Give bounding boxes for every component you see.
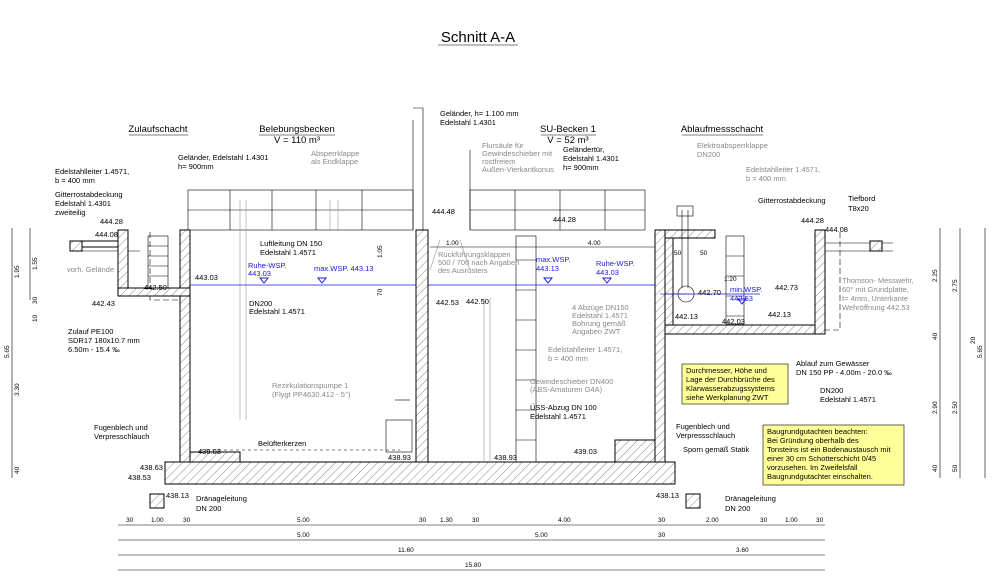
svg-text:40: 40 [14,466,21,474]
railing-label-1: Geländer, Edelstahl 1.4301 [178,153,269,162]
svg-text:442.43: 442.43 [92,299,115,308]
sluice-label-1: Gewindeschieber DN400 [530,377,614,386]
svg-text:70: 70 [377,288,384,296]
joint-left-label-2: Verpresschlauch [94,432,150,441]
ladder-mid-label-1: Edelstahlleiter 1.4571, [548,345,623,354]
svg-text:Baugrundgutachter einschalten.: Baugrundgutachter einschalten. [767,472,873,481]
column-label-2: Gewindeschieber mit [482,149,553,158]
center-railing-label-2: Edelstahl 1.4301 [440,118,496,127]
column-label-4: Außen-Vierkantkonus [482,165,554,174]
svg-text:5.00: 5.00 [297,517,310,524]
valve-label-1: Absperrklappe [311,149,360,158]
svg-text:Dränageleitung: Dränageleitung [196,494,247,503]
railing-right [470,190,645,230]
max-wsp-label-a: max.WSP. 443.13 [314,264,374,273]
heading-belebung-volume: V = 110 m³ [273,135,321,146]
heading-zulauf: Zulaufschacht [128,124,188,135]
dn200-left-label-1: DN200 [249,299,273,308]
svg-text:30: 30 [658,532,666,539]
svg-text:438.13: 438.13 [656,491,679,500]
bottom-dims [118,517,825,570]
return-flap-label-1: Rückführungsklappen [438,250,511,259]
svg-text:444.28: 444.28 [553,215,576,224]
grating-left-label-2: Edelstahl 1.4301 [55,199,111,208]
svg-text:444.48: 444.48 [432,207,455,216]
inlet-label-1: Zulauf PE100 [68,327,114,336]
gate-label-2: Edelstahl 1.4301 [563,154,619,163]
dn200-right-label-1: DN200 [820,386,844,395]
svg-text:50: 50 [700,250,708,257]
ruhe-wsp-value-b: 443.03 [596,268,619,277]
outlet-label-3: Bohrung gemäß [572,319,626,328]
svg-text:1.00: 1.00 [446,240,459,247]
outlet-label-1: 4 Abzüge DN150 [572,303,629,312]
gate-label-1: Geländertür, [563,145,605,154]
svg-text:20: 20 [970,336,977,344]
svg-text:442.53: 442.53 [436,298,459,307]
curb-label-1: Tiefbord [848,194,876,203]
svg-text:30: 30 [816,517,824,524]
svg-text:444.08: 444.08 [95,230,118,239]
svg-text:Lage der Durchbrüche des: Lage der Durchbrüche des [686,375,775,384]
right-dims [932,228,985,478]
weir-label-3: t= 4mm, Unterkante [842,294,909,303]
svg-text:Durchmesser, Höhe und: Durchmesser, Höhe und [686,366,767,375]
svg-text:Dränageleitung: Dränageleitung [725,494,776,503]
svg-text:40: 40 [932,332,939,340]
max-wsp-value-b: 443.13 [536,264,559,273]
svg-text:438.93: 438.93 [388,453,411,462]
svg-text:438.53: 438.53 [128,473,151,482]
sluice-label-2: (ABS-Amaturen G4A) [530,385,603,394]
pump-label-2: (Flygt PP4630.412 - 5°) [272,390,351,399]
ruhe-wsp-value-a: 443.03 [248,269,271,278]
svg-text:40: 40 [932,464,939,472]
discharge-label-1: Ablauf zum Gewässer [796,359,870,368]
valve-label-2: als Endklappe [311,157,359,166]
svg-text:3.30: 3.30 [14,383,21,396]
svg-text:DN 200: DN 200 [196,504,222,513]
min-wsp-label: min.WSP. [730,285,763,294]
svg-text:442.73: 442.73 [775,283,798,292]
svg-text:442.13: 442.13 [768,310,791,319]
svg-text:2.50: 2.50 [952,401,959,414]
svg-text:442.50: 442.50 [466,297,489,306]
svg-text:443.03: 443.03 [195,273,218,282]
svg-text:30: 30 [658,517,666,524]
svg-text:1.00: 1.00 [151,517,164,524]
svg-text:2.00: 2.00 [706,517,719,524]
svg-text:442.70: 442.70 [698,288,721,297]
min-wsp-value: 442.53 [730,294,753,303]
svg-text:4.00: 4.00 [558,517,571,524]
svg-text:5.65: 5.65 [4,345,11,358]
joint-right-label-1: Fugenblech und [676,422,730,431]
ladder-left-label-2: b = 400 mm [55,176,95,185]
svg-text:DN 200: DN 200 [725,504,751,513]
grating-left-label-3: zweiteilig [55,208,86,217]
svg-text:444.08: 444.08 [825,225,848,234]
return-flap-label-2: 500 / 700 nach Angaben [438,258,520,267]
grating-left-label-1: Gitterrostabdeckung [55,190,123,199]
svg-text:50: 50 [674,250,682,257]
overflow-label-2: Edelstahl 1.4571 [530,412,586,421]
max-wsp-label-b: max.WSP. [536,255,571,264]
svg-text:2.25: 2.25 [932,269,939,282]
electric-valve-label-1: Elektroabsperrklappe [697,141,768,150]
ladder-left-label-1: Edelstahlleiter 1.4571, [55,167,130,176]
svg-text:1.95: 1.95 [14,265,21,278]
column-label-1: Flursäule für [482,141,524,150]
svg-text:Klarwasserabzugssystems: Klarwasserabzugssystems [686,384,775,393]
svg-text:442.13: 442.13 [675,312,698,321]
svg-text:11.60: 11.60 [398,547,414,554]
weir-label-4: Wehröffnung 442.53 [842,303,910,312]
heading-belebung: Belebungsbecken [259,124,335,135]
railing-label-2: h= 900mm [178,162,214,171]
existing-ground-label: vorh. Gelände [67,265,115,274]
overflow-label-1: ÜSS-Abzug DN 100 [530,403,597,412]
svg-text:5.65: 5.65 [977,345,984,358]
svg-text:30: 30 [419,517,427,524]
ladder-right-label-2: b = 400 mm [746,174,786,183]
svg-text:5.00: 5.00 [297,532,310,539]
svg-text:2.75: 2.75 [952,279,959,292]
left-dims [4,228,39,478]
svg-text:1.55: 1.55 [32,257,39,270]
svg-text:439.03: 439.03 [574,447,597,456]
grating-right-label: Gitterrostabdeckung [758,196,826,205]
svg-text:einer 30 cm Schotterschicht 0: einer 30 cm Schotterschicht 0/45 [767,454,877,463]
ladder-right-label-1: Edelstahlleiter 1.4571, [746,165,821,174]
svg-text:5.00: 5.00 [535,532,548,539]
heading-su: SU-Becken 1 [540,124,596,135]
air-pipe-label-1: Luftleitung DN 150 [260,239,323,248]
return-flap-label-3: des Ausrüsters [438,266,488,275]
ruhe-wsp-label-a: Ruhe-WSP. [248,261,287,270]
ruhe-wsp-label-b: Ruhe-WSP. [596,259,635,268]
svg-text:1.30: 1.30 [440,517,453,524]
svg-text:4.00: 4.00 [588,240,601,247]
svg-text:444.28: 444.28 [100,217,123,226]
drainage-left [150,491,247,513]
weir-label-1: Thomson- Messwehr, [842,276,914,285]
svg-text:439.03: 439.03 [198,447,221,456]
drainage-right [656,491,776,513]
svg-text:vorzusehen. Im Zweifelsfall: vorzusehen. Im Zweifelsfall [767,463,858,472]
svg-text:Tonsteins ist ein Bodenaustaus: Tonsteins ist ein Bodenaustausch mit [767,445,891,454]
svg-text:1:20: 1:20 [724,276,737,283]
air-pipe-label-2: Edelstahl 1.4571 [260,248,316,257]
weir-label-2: 60° mit Grundplatte, [842,285,909,294]
svg-text:1.00: 1.00 [785,517,798,524]
inlet-label-2: SDR17 180x10.7 mm [68,336,140,345]
svg-text:15.80: 15.80 [465,562,482,569]
elevation-markers [92,207,848,482]
svg-text:442.50: 442.50 [144,283,167,292]
svg-text:444.28: 444.28 [801,216,824,225]
dn200-left-label-2: Edelstahl 1.4571 [249,307,305,316]
svg-text:50: 50 [952,464,959,472]
pump-label-1: Rezirkulationspumpe 1 [272,381,349,390]
outlet-label-2: Edelstahl 1.4571 [572,311,628,320]
inlet-label-3: 6.50m - 15.4 ‰ [68,345,120,354]
svg-text:10: 10 [32,314,39,322]
joint-right-label-2: Verpressschlauch [676,431,736,440]
curb-label-2: T8x20 [848,204,869,213]
center-railing-label-1: Geländer, h= 1.100 mm [440,109,519,118]
column-label-3: rostfreiem [482,157,516,166]
svg-text:siehe Werkplanung ZWT: siehe Werkplanung ZWT [686,393,769,402]
svg-text:30: 30 [472,517,480,524]
svg-text:442.03: 442.03 [722,317,745,326]
gate-label-3: h= 900mm [563,163,599,172]
railing-left [188,190,413,230]
note-openings [682,364,788,404]
heading-ablauf: Ablaufmessschacht [680,124,764,135]
spur-label: Sporn gemäß Statik [683,445,750,454]
svg-text:Bei Gründung oberhalb des: Bei Gründung oberhalb des [767,436,859,445]
heading-su-volume: V = 52 m³ [547,135,589,146]
ladder-mid-label-2: b = 400 mm [548,354,588,363]
electric-valve-label-2: DN200 [697,150,721,159]
svg-text:30: 30 [183,517,191,524]
outlet-label-4: Angaben ZWT [572,327,621,336]
page-title: Schnitt A-A [440,29,516,46]
svg-text:30: 30 [760,517,768,524]
svg-text:30: 30 [32,296,39,304]
svg-text:3.60: 3.60 [736,547,749,554]
svg-text:1.05: 1.05 [377,245,384,258]
svg-text:438.93: 438.93 [494,453,517,462]
diffuser-label: Belüfterkerzen [258,439,307,448]
svg-text:30: 30 [126,517,134,524]
note-soil-report [763,425,904,485]
dn200-right-label-2: Edelstahl 1.4571 [820,395,876,404]
joint-left-label-1: Fugenblech und [94,423,148,432]
discharge-label-2: DN 150 PP - 4.00m - 20.0 ‰ [796,368,892,377]
svg-text:Baugrundgutachten beachten:: Baugrundgutachten beachten: [767,427,868,436]
svg-text:438.13: 438.13 [166,491,189,500]
svg-text:2.90: 2.90 [932,401,939,414]
svg-text:438.63: 438.63 [140,463,163,472]
